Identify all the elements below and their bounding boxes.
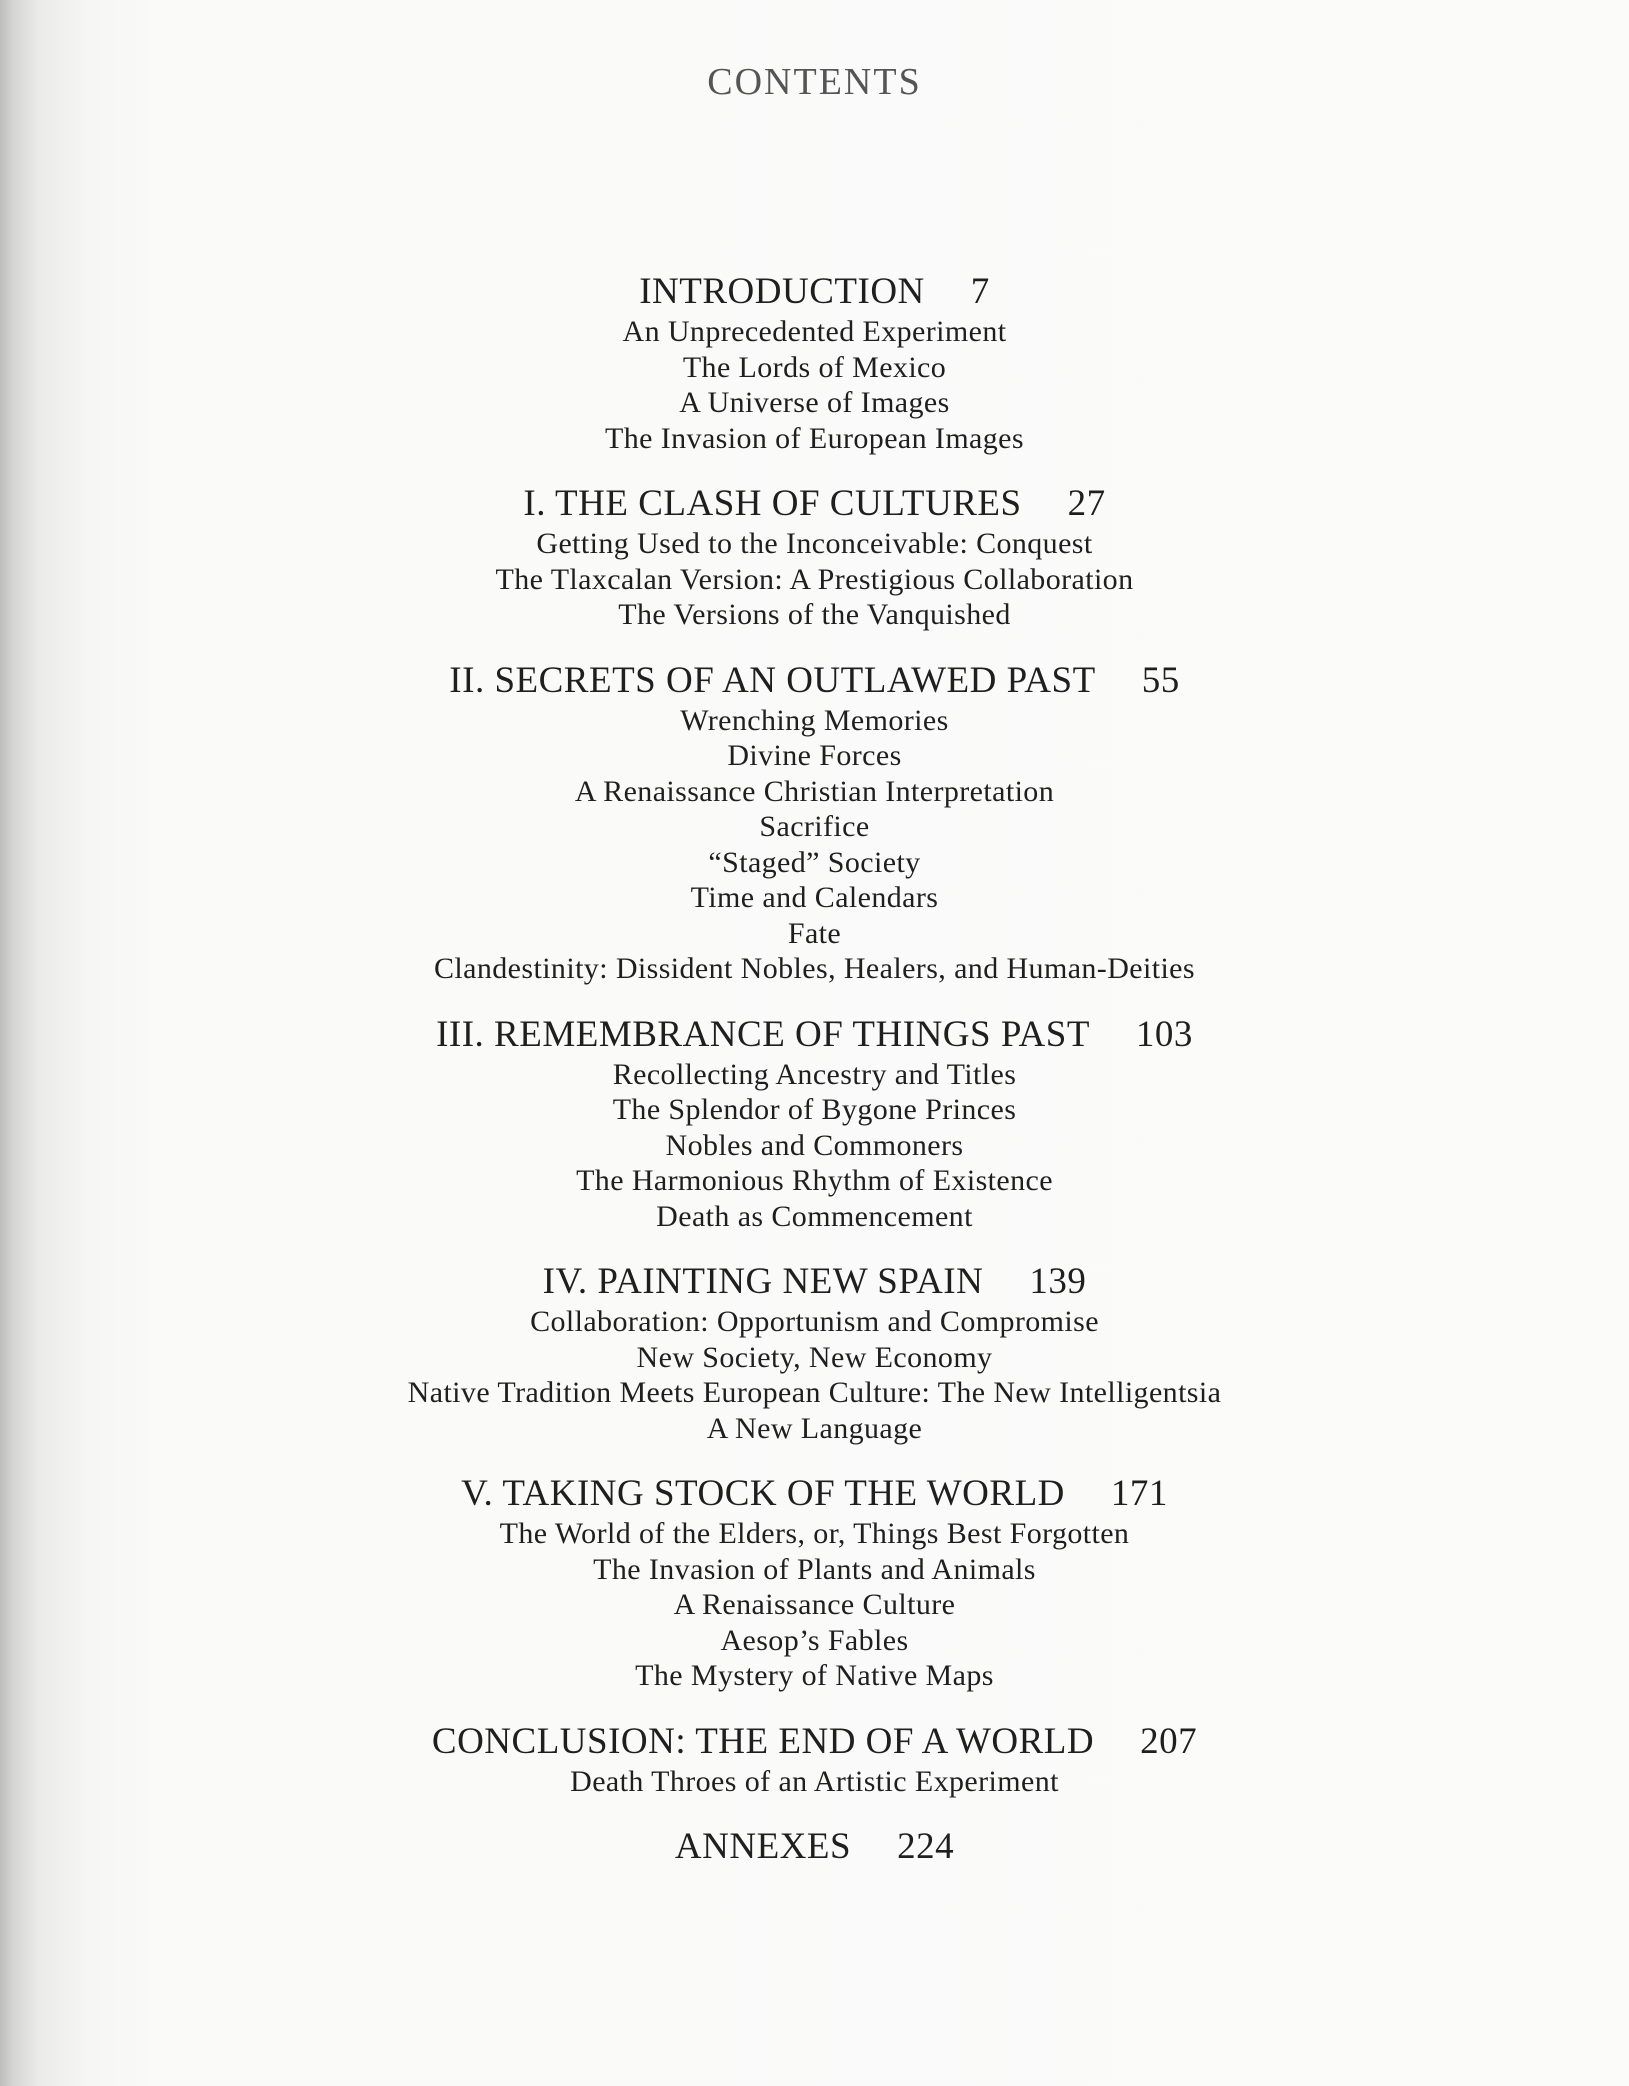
- toc-entry: New Society, New Economy: [636, 1340, 993, 1374]
- section-page-number: 27: [1067, 483, 1106, 524]
- section-title: II. SECRETS OF AN OUTLAWED PAST: [449, 659, 1096, 701]
- toc-section-chapter-3: [0, 1013, 1629, 1235]
- section-title: I. THE CLASH OF CULTURES: [523, 483, 1022, 524]
- section-title: IV. PAINTING NEW SPAIN: [542, 1261, 984, 1302]
- toc-section-chapter-5: [0, 1472, 1629, 1694]
- toc-entry: Time and Calendars: [690, 881, 939, 914]
- section-title: INTRODUCTION: [639, 271, 925, 312]
- toc-section-annexes: [0, 1825, 1629, 1869]
- toc-entry: Death as Commencement: [656, 1199, 973, 1233]
- section-page-number: 55: [1141, 659, 1180, 701]
- toc-entry: Fate: [787, 916, 842, 950]
- toc-section-chapter-2: [0, 659, 1629, 987]
- toc-entry: A New Language: [706, 1411, 923, 1445]
- toc-entry: Recollecting Ancestry and Titles: [612, 1057, 1017, 1091]
- section-heading: [0, 482, 1629, 526]
- section-heading: [0, 270, 1629, 314]
- toc-entry: The Invasion of European Images: [605, 421, 1024, 455]
- toc-entry: Sacrifice: [759, 810, 870, 843]
- section-heading: [0, 659, 1629, 703]
- toc-entry: Wrenching Memories: [680, 703, 949, 737]
- section-heading: [0, 1260, 1629, 1304]
- section-page-number: 7: [970, 271, 990, 312]
- toc-entry: The World of the Elders, or, Things Best Forgotten: [499, 1517, 1130, 1550]
- toc-section-chapter-4: [0, 1260, 1629, 1446]
- section-title: ANNEXES: [674, 1826, 852, 1867]
- toc-section-chapter-1: [0, 482, 1629, 633]
- section-title: III. REMEMBRANCE OF THINGS PAST: [436, 1013, 1090, 1055]
- toc-section-introduction: [0, 270, 1629, 456]
- toc-entry: The Mystery of Native Maps: [635, 1659, 994, 1692]
- toc-entry: Death Throes of an Artistic Experiment: [570, 1764, 1059, 1798]
- toc-entry: An Unprecedented Experiment: [622, 315, 1007, 348]
- toc-entry: “Staged” Society: [708, 845, 921, 879]
- toc-entry: A Renaissance Christian Interpretation: [574, 774, 1055, 808]
- section-page-number: 171: [1110, 1473, 1168, 1514]
- toc-entry: A Renaissance Culture: [673, 1588, 956, 1621]
- toc-entry: The Lords of Mexico: [682, 350, 947, 384]
- section-page-number: 103: [1135, 1013, 1193, 1055]
- section-heading: [0, 1013, 1629, 1057]
- section-title: V. TAKING STOCK OF THE WORLD: [461, 1473, 1065, 1514]
- toc-entry: Getting Used to the Inconceivable: Conquest: [536, 527, 1093, 560]
- toc-entry: A Universe of Images: [679, 386, 950, 419]
- toc-entry: The Tlaxcalan Version: A Prestigious Collaboration: [495, 562, 1134, 596]
- toc-entry: The Versions of the Vanquished: [618, 598, 1011, 631]
- table-of-contents: [0, 270, 1629, 1895]
- section-heading: [0, 1825, 1629, 1869]
- section-heading: [0, 1472, 1629, 1516]
- toc-entry: Nobles and Commoners: [665, 1128, 964, 1162]
- toc-entry: Native Tradition Meets European Culture: The New Intelligentsia: [407, 1376, 1222, 1409]
- toc-section-conclusion: [0, 1720, 1629, 1800]
- section-page-number: 224: [897, 1826, 955, 1867]
- toc-entry: Collaboration: Opportunism and Compromise: [530, 1305, 1099, 1338]
- section-page-number: 139: [1029, 1261, 1087, 1302]
- toc-entry: Aesop’s Fables: [720, 1623, 909, 1657]
- toc-entry: The Splendor of Bygone Princes: [612, 1093, 1017, 1126]
- toc-entry: The Invasion of Plants and Animals: [593, 1552, 1036, 1586]
- toc-entry: Clandestinity: Dissident Nobles, Healers, and Human-Deities: [434, 952, 1195, 985]
- toc-entry: Divine Forces: [727, 739, 902, 772]
- toc-entry: The Harmonious Rhythm of Existence: [576, 1164, 1053, 1197]
- section-heading: [0, 1720, 1629, 1764]
- page-title: CONTENTS: [707, 61, 922, 103]
- section-title: CONCLUSION: THE END OF A WORLD: [431, 1720, 1095, 1762]
- section-page-number: 207: [1140, 1720, 1198, 1762]
